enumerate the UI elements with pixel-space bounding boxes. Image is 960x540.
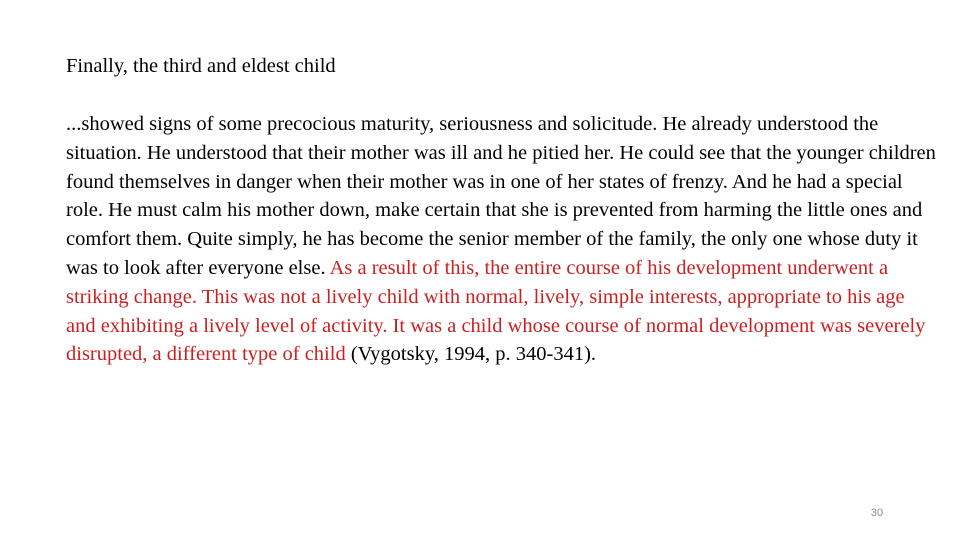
- quote-citation: (Vygotsky, 1994, p. 340-341).: [350, 343, 597, 366]
- quote-text: ...showed signs of some precocious maturity, seriousness and solicitude. He already understood the situation. He understood that their mother was ill and he pitied her. He could see that the younger children found themselves in danger when their mother was in one of her states of frenzy. And he had a special role. He must calm his mother down, make certain that she is prevented from harming the little ones and comfort them. Quite simply, he has become the senior member of the family, the only one whose duty it was to look after everyone else.: [66, 113, 936, 279]
- slide-heading: Finally, the third and eldest child: [66, 55, 336, 77]
- page-number: 30: [870, 507, 884, 519]
- quote-highlighted-text: As a result of this, the entire course of his development underwent a striking change. This was not a lively child with normal, lively, simple interests, appropriate to his age and exhibiting a lively level of activity. It was a child whose course of normal development was severely disrupted, a different type of child: [66, 256, 926, 366]
- quote-paragraph: [66, 110, 938, 369]
